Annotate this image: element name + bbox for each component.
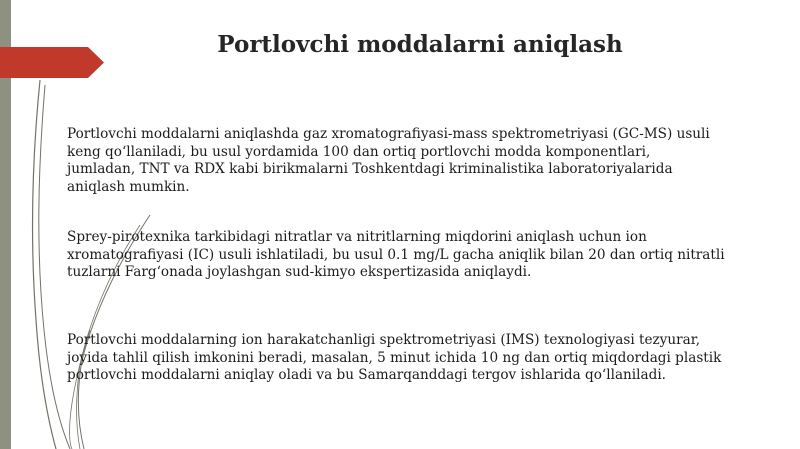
title-arrow-shape xyxy=(0,47,104,78)
paragraph-gc-ms: Portlovchi moddalarni aniqlashda gaz xromatografiyasi-mass spektrometriyasi (GC-MS) usuli keng qoʻllaniladi, bu usul yordamida 100 dan ortiq portlovchi modda komponentlari, jumladan, TNT va RDX kabi birikmalarni Toshkentdagi kriminalistika laboratoriyalarida aniqlash mumkin. xyxy=(67,126,710,195)
slide-title: Portlovchi moddalarni aniqlash xyxy=(217,31,623,58)
paragraph-ion-chromatography: Sprey-pirotexnika tarkibidagi nitratlar va nitritlarning miqdorini aniqlash uchun ion xromatografiyasi (IC) usuli ishlatiladi, bu usul 0.1 mg/L gacha aniqlik bilan 20 dan ortiq nitratli tuzlarni Fargʻonada joylashgan sud-kimyo ekspertizasida aniqlaydi. xyxy=(67,229,725,280)
paragraph-ims: Portlovchi moddalarning ion harakatchanligi spektrometriyasi (IMS) texnologiyasi tezyurar, joyida tahlil qilish imkonini beradi, masalan, 5 minut ichida 10 ng dan ortiq miqdordagi plastik portlovchi moddalarni aniqlay oladi va bu Samarqanddagi tergov ishlarida qoʻllaniladi. xyxy=(67,332,722,383)
